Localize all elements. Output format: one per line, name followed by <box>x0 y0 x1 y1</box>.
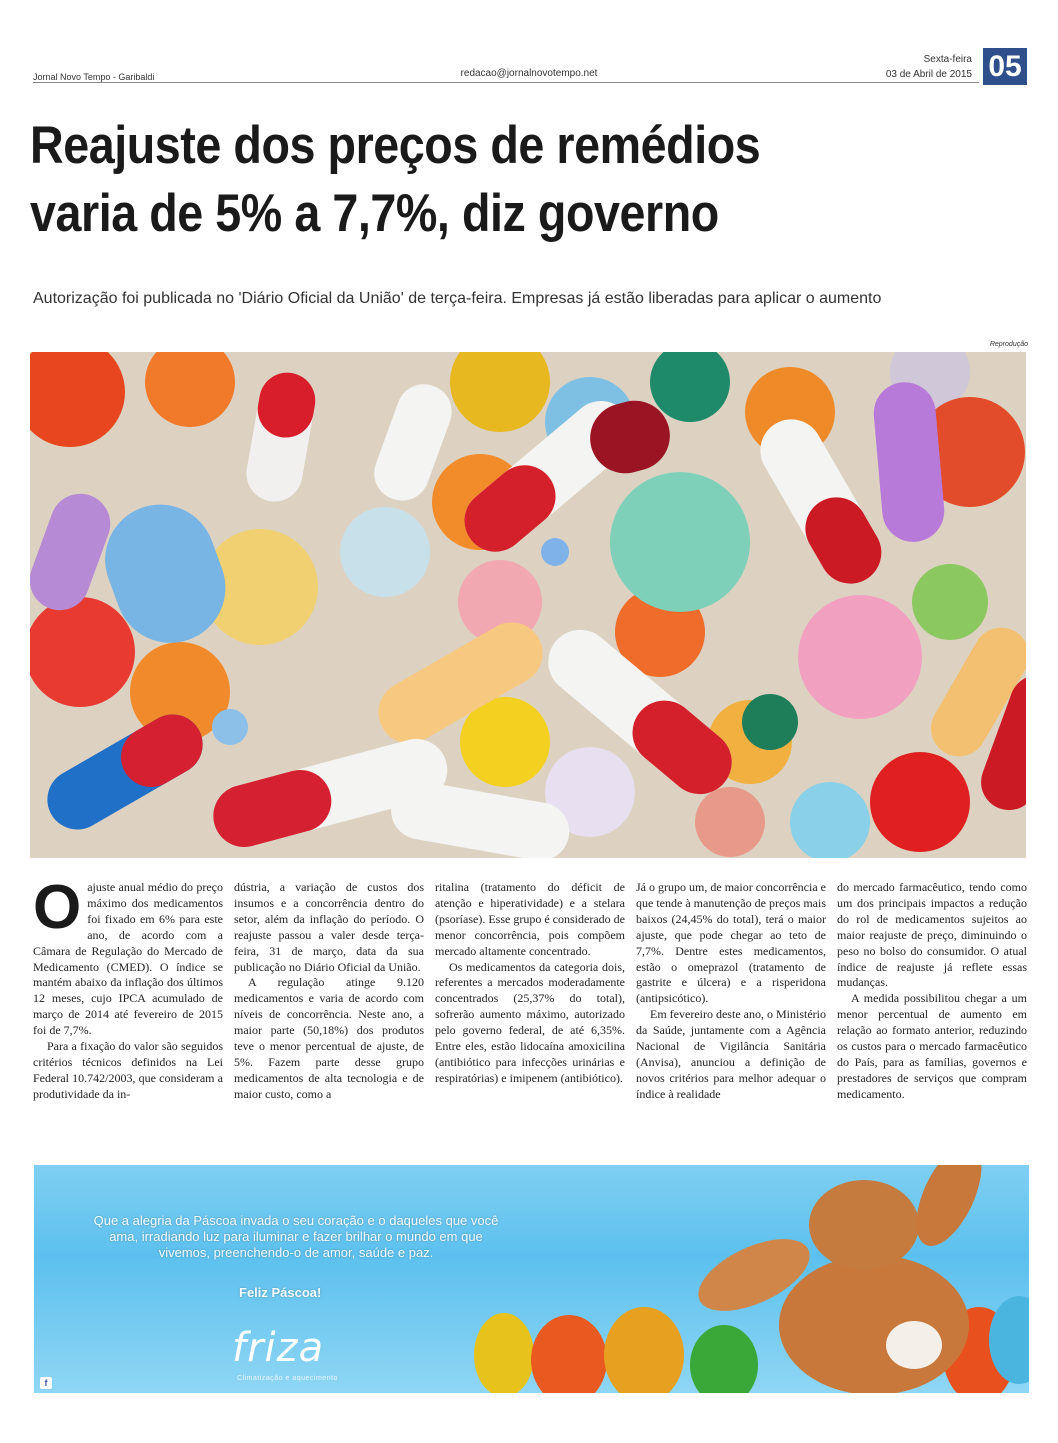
brand-logo: friza <box>232 1325 325 1371</box>
brand-tagline: Climatização e aquecimento <box>237 1375 338 1382</box>
headline-line-1: Reajuste dos preços de remédios <box>30 116 761 175</box>
paragraph: ritalina (tratamento do déficit de atenção e hiperatividade) e a stelara (psoríase). Esse grupo é considerado de menor concorrência, pois compõem mercado altamente concentrado. <box>435 880 625 958</box>
paragraph: A medida possibilitou chegar a um menor percentual de aumento em relação ao formato anterior, reduzindo os custos para o mercado farmacêutico do País, para as famílias, governos e prestadores de serviços que compram medicamento. <box>837 991 1027 1101</box>
weekday: Sexta-feira <box>923 54 972 65</box>
article-body <box>33 873 1027 1142</box>
date: 03 de Abril de 2015 <box>885 69 972 80</box>
ad-greeting: Feliz Páscoa! <box>239 1285 322 1300</box>
issue-date <box>886 52 972 82</box>
page-number: 05 <box>983 48 1027 85</box>
facebook-icon[interactable]: f <box>40 1377 52 1389</box>
ad-message: Que a alegria da Páscoa invada o seu coração e o daqueles que você ama, irradiando luz para iluminar e fazer brilhar o mundo em que vivemos, preenchendo-o de amor, saúde e paz. <box>93 1213 499 1260</box>
paragraph: dústria, a variação de custos dos insumos e a concorrência dentro do setor, além da inflação do período. O reajuste passou a valer desde terça-feira, 31 de março, data da sua publicação no Diário Oficial da União. <box>234 880 424 974</box>
subheadline: Autorização foi publicada no 'Diário Oficial da União' de terça-feira. Empresas já estão liberadas para aplicar o aumento <box>33 290 882 307</box>
headline <box>30 112 910 248</box>
easter-advertisement[interactable] <box>34 1165 1029 1393</box>
article-column-4 <box>636 880 826 1103</box>
ad-illustration <box>34 1165 1029 1393</box>
photo-credit: Reprodução <box>989 341 1028 348</box>
paragraph: ajuste anual médio do preço máximo dos medicamentos foi fixado em 6% para este ano, de acordo com a Câmara de Regulação do Mercado de Medicamento (CMED). O índice se mantém abaixo da inflação dos últimos 12 meses, cujo IPCA acumulado de março de 2014 até fevereiro de 2015 foi de 7,7%. <box>33 880 223 1038</box>
article-column-2 <box>234 880 424 1103</box>
email-link[interactable]: redacao@jornalnovotempo.net <box>460 68 598 79</box>
paragraph: do mercado farmacêutico, tendo como um dos principais impactos a redução do rol de medicamentos sujeitos ao maior reajuste de preço, diminuindo o peso no bolso do consumidor. O atual índice de reajuste já reflete essas mudanças. <box>837 880 1027 990</box>
pills-photo <box>30 352 1026 858</box>
paragraph: Já o grupo um, de maior concorrência e que tende à manutenção de preços mais baixos (24,45% do total), terá o maior ajuste, que pode chegar ao teto de 7,7%. Dentre estes medicamentos, estão o omeprazol (tratamento de gastrite e úlcera) e a risperidona (antipsicótico). <box>636 880 826 1006</box>
article-column-3 <box>435 880 625 1087</box>
paragraph: Para a fixação do valor são seguidos critérios técnicos definidos na Lei Federal 10.742/2003, que consideram a produtividade da in- <box>33 1039 223 1101</box>
paragraph: Em fevereiro deste ano, o Ministério da Saúde, juntamente com a Agência Nacional de Vigilância Sanitária (Anvisa), anunciou a definição de novos critérios para melhor adequar o índice à realidade <box>636 1007 826 1101</box>
headline-line-2: varia de 5% a 7,7%, diz governo <box>30 184 719 243</box>
article-column-1 <box>33 873 223 1103</box>
drop-cap: O <box>33 873 82 942</box>
paragraph: Os medicamentos da categoria dois, referentes a mercados moderadamente concentrados (25,37% do total), sofrerão aumento máximo, autorizado pelo governo federal, de até 6,35%. Entre eles, estão lidocaína amoxicilina (antibiótico para infecções urinárias e respiratórias) e imipenem (antibiótico). <box>435 959 625 1085</box>
publication-name: Jornal Novo Tempo - Garibaldi <box>33 72 155 82</box>
paragraph: A regulação atinge 9.120 medicamentos e varia de acordo com níveis de concorrência. Neste ano, a maior parte (50,18%) dos produtos teve o menor percentual de ajuste, de 5%. Fazem parte desse grupo medicamentos de alta tecnologia e de maior custo, como a <box>234 975 424 1101</box>
article-column-5 <box>837 880 1027 1103</box>
header-rule <box>33 82 979 83</box>
